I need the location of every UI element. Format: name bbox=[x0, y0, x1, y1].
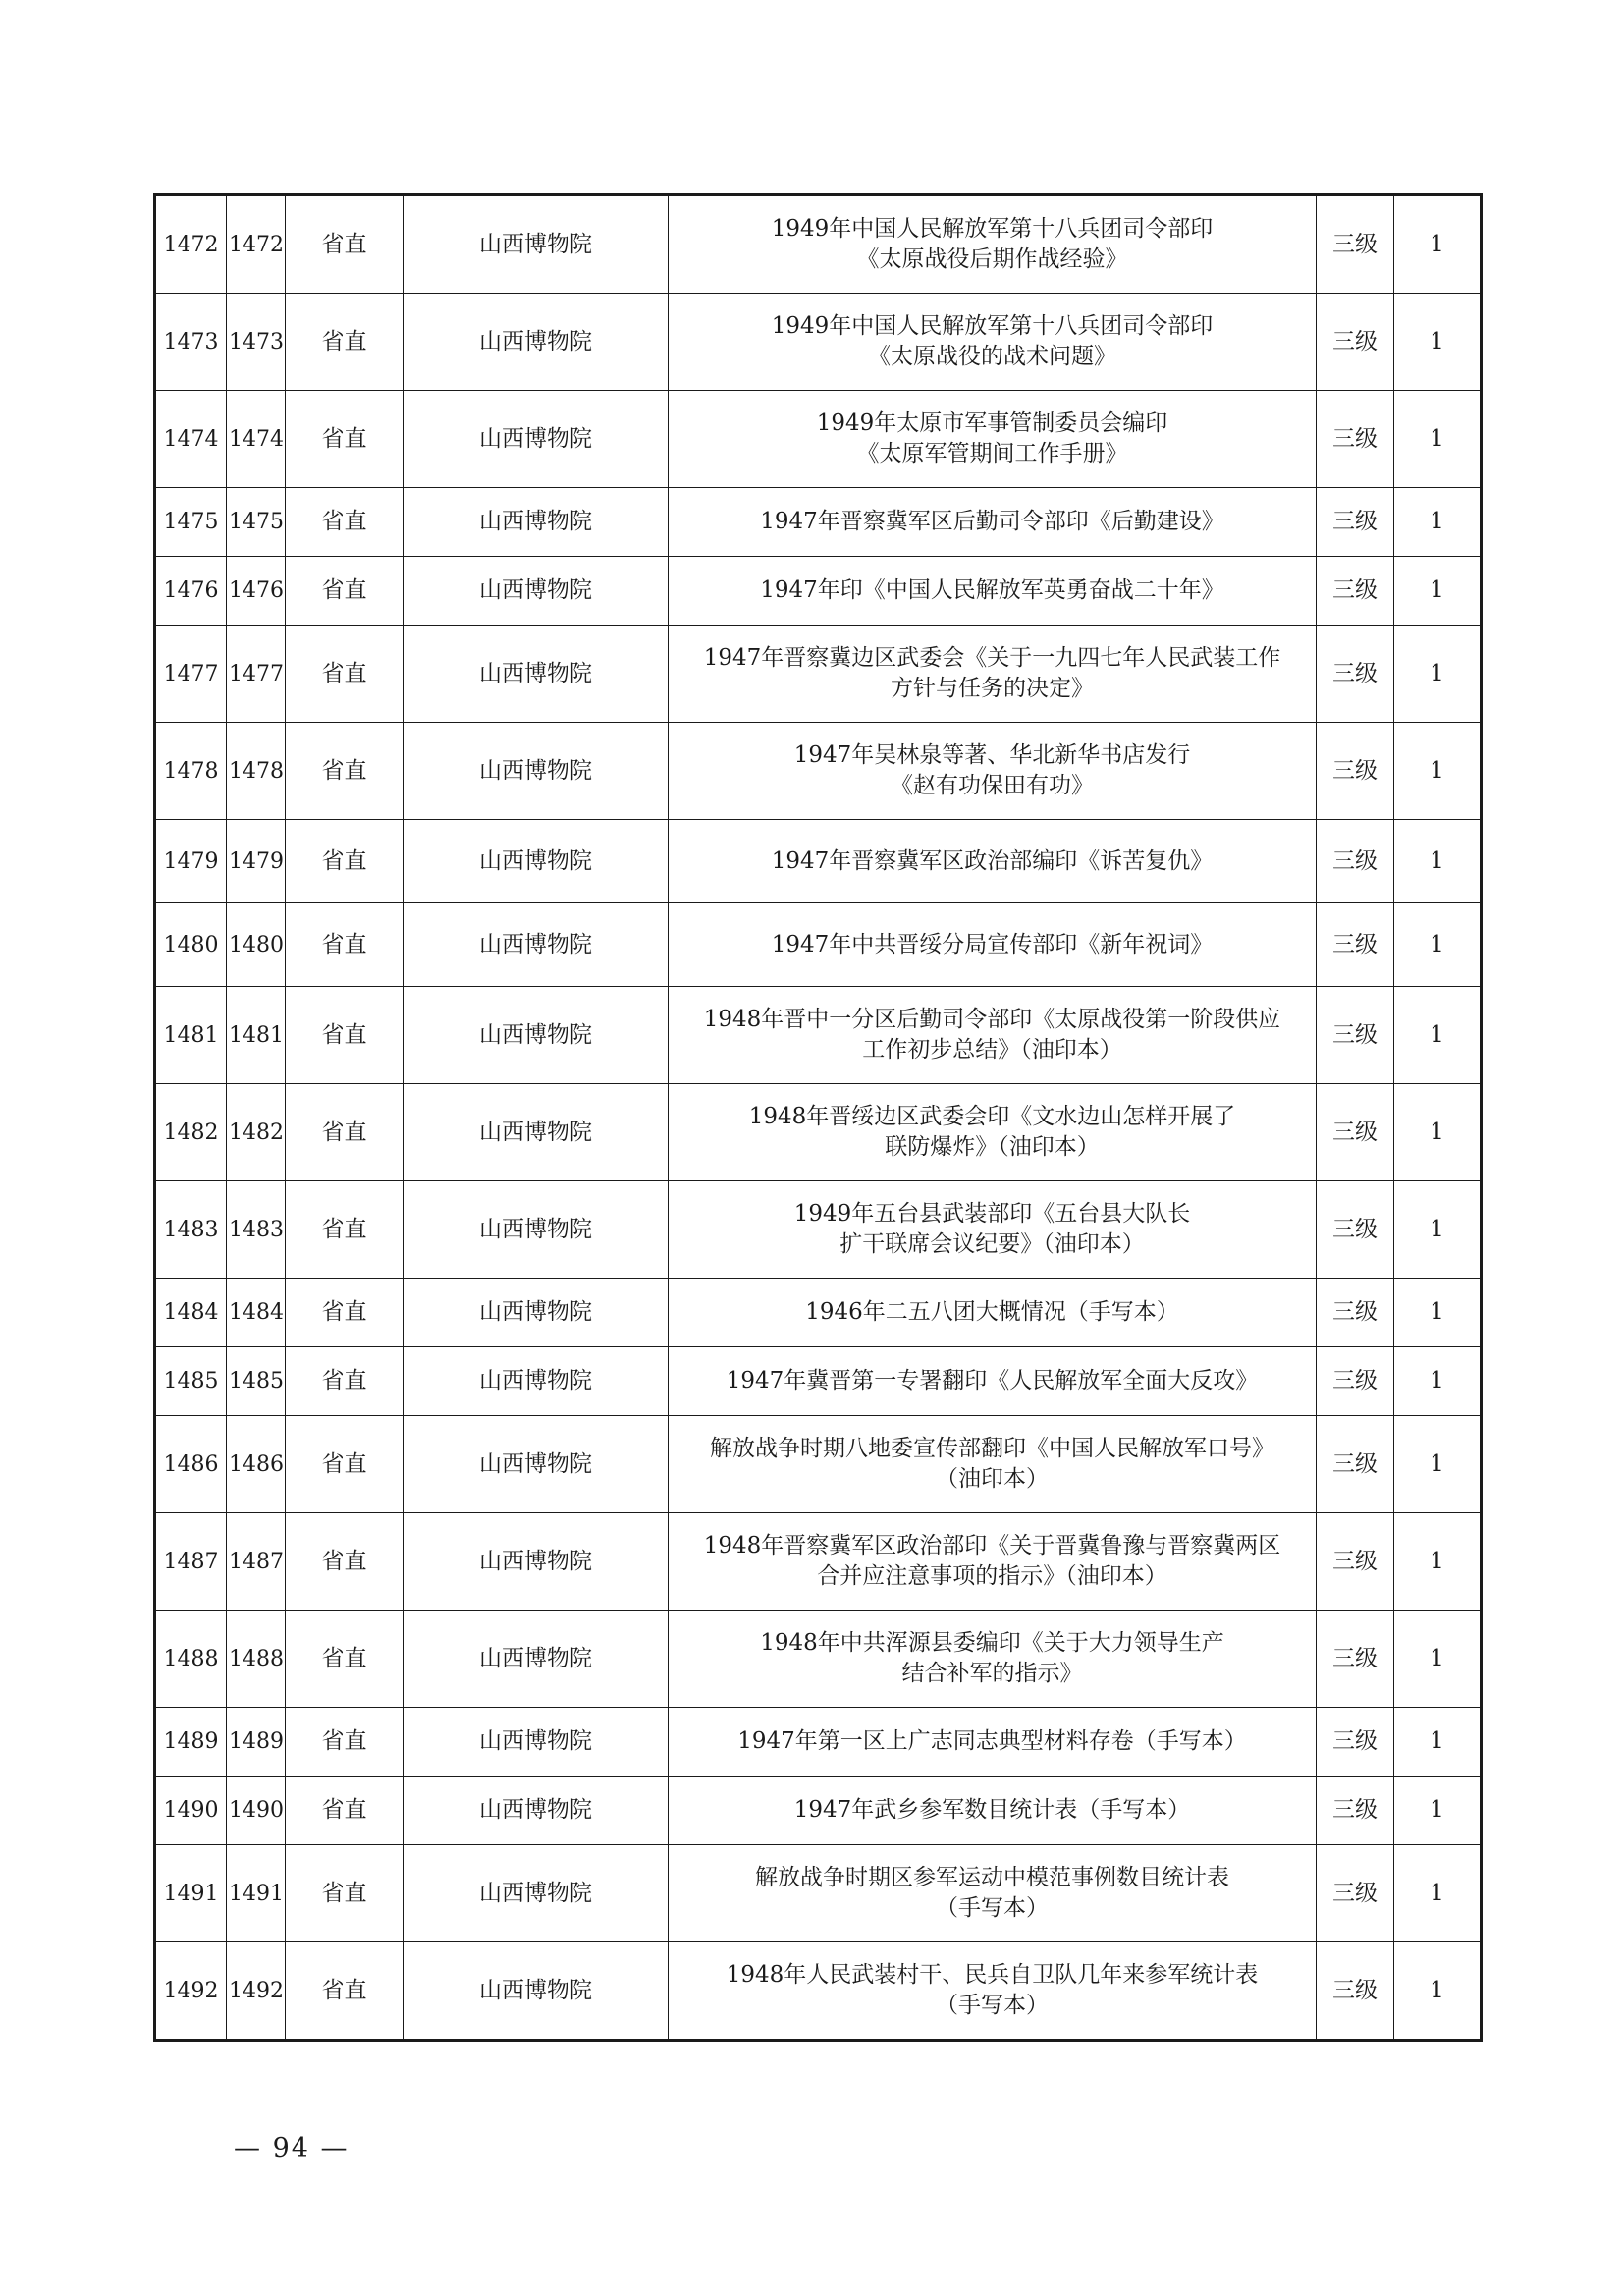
cell-region: 省直 bbox=[286, 1084, 404, 1181]
cell-title bbox=[669, 1708, 1317, 1777]
cell-title bbox=[669, 1611, 1317, 1708]
table-row bbox=[155, 391, 1482, 488]
cell-seq: 1475 bbox=[155, 488, 227, 557]
title-line: 1946年二五八团大概情况（手写本） bbox=[805, 1299, 1179, 1325]
cell-quantity: 1 bbox=[1394, 294, 1482, 391]
table-row bbox=[155, 1347, 1482, 1416]
cell-unit: 山西博物院 bbox=[404, 1279, 669, 1347]
cell-number: 1483 bbox=[227, 1181, 286, 1279]
cell-number: 1477 bbox=[227, 626, 286, 723]
cell-number: 1481 bbox=[227, 987, 286, 1084]
cell-unit: 山西博物院 bbox=[404, 1347, 669, 1416]
table-row bbox=[155, 1942, 1482, 2041]
table-row bbox=[155, 1279, 1482, 1347]
table-row bbox=[155, 1845, 1482, 1942]
cell-number: 1487 bbox=[227, 1513, 286, 1611]
cell-grade: 三级 bbox=[1317, 294, 1394, 391]
cell-title bbox=[669, 1845, 1317, 1942]
cell-unit: 山西博物院 bbox=[404, 903, 669, 987]
title-line: 1949年中国人民解放军第十八兵团司令部印 bbox=[771, 313, 1214, 339]
cell-number: 1485 bbox=[227, 1347, 286, 1416]
cell-grade: 三级 bbox=[1317, 903, 1394, 987]
title-line: （手写本） bbox=[936, 1895, 1049, 1921]
cell-region: 省直 bbox=[286, 1416, 404, 1513]
cell-region: 省直 bbox=[286, 1845, 404, 1942]
cell-region: 省直 bbox=[286, 391, 404, 488]
cell-quantity: 1 bbox=[1394, 723, 1482, 820]
cell-quantity: 1 bbox=[1394, 1084, 1482, 1181]
table-row bbox=[155, 1777, 1482, 1845]
cell-number: 1478 bbox=[227, 723, 286, 820]
cell-title bbox=[669, 1777, 1317, 1845]
cell-seq: 1480 bbox=[155, 903, 227, 987]
cell-seq: 1488 bbox=[155, 1611, 227, 1708]
cell-unit: 山西博物院 bbox=[404, 723, 669, 820]
title-line: 1949年太原市军事管制委员会编印 bbox=[816, 410, 1168, 436]
cell-title bbox=[669, 723, 1317, 820]
title-line: 1947年武乡参军数目统计表（手写本） bbox=[793, 1797, 1191, 1823]
cell-grade: 三级 bbox=[1317, 557, 1394, 626]
title-line: 1947年晋察冀军区政治部编印《诉苦复仇》 bbox=[771, 847, 1214, 874]
cell-region: 省直 bbox=[286, 195, 404, 294]
cell-seq: 1474 bbox=[155, 391, 227, 488]
cell-region: 省直 bbox=[286, 1942, 404, 2041]
title-line: 1947年印《中国人民解放军英勇奋战二十年》 bbox=[760, 577, 1224, 603]
cell-seq: 1491 bbox=[155, 1845, 227, 1942]
cell-number: 1489 bbox=[227, 1708, 286, 1777]
cell-number: 1491 bbox=[227, 1845, 286, 1942]
cell-region: 省直 bbox=[286, 1513, 404, 1611]
title-line: 1947年晋察冀军区后勤司令部印《后勤建设》 bbox=[760, 509, 1224, 534]
cell-unit: 山西博物院 bbox=[404, 1777, 669, 1845]
title-line: 《太原战役的战术问题》 bbox=[868, 344, 1116, 369]
table-row bbox=[155, 1416, 1482, 1513]
relics-table bbox=[153, 193, 1483, 2042]
cell-grade: 三级 bbox=[1317, 820, 1394, 903]
cell-region: 省直 bbox=[286, 987, 404, 1084]
cell-quantity: 1 bbox=[1394, 391, 1482, 488]
title-line: 扩干联席会议纪要》（油印本） bbox=[839, 1231, 1145, 1257]
cell-seq: 1484 bbox=[155, 1279, 227, 1347]
cell-grade: 三级 bbox=[1317, 195, 1394, 294]
cell-quantity: 1 bbox=[1394, 626, 1482, 723]
title-line: 1948年晋绥边区武委会印《文水边山怎样开展了 bbox=[748, 1104, 1236, 1129]
title-line: 合并应注意事项的指示》（油印本） bbox=[817, 1563, 1167, 1589]
cell-quantity: 1 bbox=[1394, 1181, 1482, 1279]
cell-grade: 三级 bbox=[1317, 1942, 1394, 2041]
table-row bbox=[155, 903, 1482, 987]
cell-unit: 山西博物院 bbox=[404, 1611, 669, 1708]
title-line: 方针与任务的决定》 bbox=[891, 676, 1094, 701]
cell-quantity: 1 bbox=[1394, 1845, 1482, 1942]
cell-unit: 山西博物院 bbox=[404, 195, 669, 294]
cell-quantity: 1 bbox=[1394, 195, 1482, 294]
title-line: 1948年中共浑源县委编印《关于大力领导生产 bbox=[760, 1630, 1224, 1656]
cell-region: 省直 bbox=[286, 626, 404, 723]
cell-unit: 山西博物院 bbox=[404, 1084, 669, 1181]
cell-number: 1474 bbox=[227, 391, 286, 488]
cell-quantity: 1 bbox=[1394, 1942, 1482, 2041]
cell-grade: 三级 bbox=[1317, 1611, 1394, 1708]
cell-region: 省直 bbox=[286, 1347, 404, 1416]
cell-region: 省直 bbox=[286, 723, 404, 820]
cell-seq: 1478 bbox=[155, 723, 227, 820]
table-row bbox=[155, 294, 1482, 391]
table-row bbox=[155, 488, 1482, 557]
cell-grade: 三级 bbox=[1317, 626, 1394, 723]
cell-grade: 三级 bbox=[1317, 1708, 1394, 1777]
cell-unit: 山西博物院 bbox=[404, 820, 669, 903]
cell-unit: 山西博物院 bbox=[404, 1845, 669, 1942]
title-line: 工作初步总结》（油印本） bbox=[862, 1037, 1122, 1063]
cell-title bbox=[669, 557, 1317, 626]
cell-title bbox=[669, 1279, 1317, 1347]
table-row bbox=[155, 1181, 1482, 1279]
title-line: 1947年冀晋第一专署翻印《人民解放军全面大反攻》 bbox=[726, 1368, 1259, 1394]
cell-unit: 山西博物院 bbox=[404, 488, 669, 557]
cell-title bbox=[669, 391, 1317, 488]
cell-number: 1472 bbox=[227, 195, 286, 294]
cell-grade: 三级 bbox=[1317, 723, 1394, 820]
cell-region: 省直 bbox=[286, 1279, 404, 1347]
table-row bbox=[155, 1513, 1482, 1611]
cell-grade: 三级 bbox=[1317, 1347, 1394, 1416]
cell-seq: 1477 bbox=[155, 626, 227, 723]
cell-grade: 三级 bbox=[1317, 1777, 1394, 1845]
cell-title bbox=[669, 987, 1317, 1084]
title-line: 1947年晋察冀边区武委会《关于一九四七年人民武装工作 bbox=[703, 645, 1281, 671]
cell-quantity: 1 bbox=[1394, 488, 1482, 557]
table-row bbox=[155, 723, 1482, 820]
cell-seq: 1486 bbox=[155, 1416, 227, 1513]
cell-region: 省直 bbox=[286, 820, 404, 903]
table-row bbox=[155, 1611, 1482, 1708]
cell-region: 省直 bbox=[286, 1611, 404, 1708]
title-line: 1948年人民武装村干、民兵自卫队几年来参军统计表 bbox=[726, 1962, 1259, 1988]
cell-quantity: 1 bbox=[1394, 557, 1482, 626]
cell-seq: 1481 bbox=[155, 987, 227, 1084]
cell-seq: 1482 bbox=[155, 1084, 227, 1181]
cell-region: 省直 bbox=[286, 1708, 404, 1777]
cell-title bbox=[669, 903, 1317, 987]
table-row bbox=[155, 820, 1482, 903]
title-line: 1949年五台县武装部印《五台县大队长 bbox=[793, 1201, 1191, 1227]
cell-seq: 1489 bbox=[155, 1708, 227, 1777]
cell-title bbox=[669, 820, 1317, 903]
cell-grade: 三级 bbox=[1317, 1084, 1394, 1181]
cell-region: 省直 bbox=[286, 488, 404, 557]
cell-unit: 山西博物院 bbox=[404, 1181, 669, 1279]
cell-title bbox=[669, 1942, 1317, 2041]
title-line: 1949年中国人民解放军第十八兵团司令部印 bbox=[771, 216, 1214, 242]
cell-region: 省直 bbox=[286, 1181, 404, 1279]
cell-unit: 山西博物院 bbox=[404, 626, 669, 723]
cell-grade: 三级 bbox=[1317, 1845, 1394, 1942]
cell-number: 1492 bbox=[227, 1942, 286, 2041]
title-line: 1947年吴林泉等著、华北新华书店发行 bbox=[793, 742, 1191, 768]
cell-quantity: 1 bbox=[1394, 1513, 1482, 1611]
table-row bbox=[155, 195, 1482, 294]
title-line: 《太原战役后期作战经验》 bbox=[856, 246, 1128, 272]
cell-unit: 山西博物院 bbox=[404, 391, 669, 488]
cell-number: 1482 bbox=[227, 1084, 286, 1181]
cell-number: 1473 bbox=[227, 294, 286, 391]
table-row bbox=[155, 987, 1482, 1084]
title-line: 结合补军的指示》 bbox=[901, 1661, 1083, 1686]
cell-seq: 1479 bbox=[155, 820, 227, 903]
cell-seq: 1476 bbox=[155, 557, 227, 626]
cell-title bbox=[669, 1084, 1317, 1181]
title-line: （油印本） bbox=[936, 1466, 1049, 1492]
relics-table-body bbox=[155, 195, 1482, 2041]
cell-title bbox=[669, 1416, 1317, 1513]
table-row bbox=[155, 1708, 1482, 1777]
cell-quantity: 1 bbox=[1394, 1611, 1482, 1708]
cell-quantity: 1 bbox=[1394, 1708, 1482, 1777]
cell-grade: 三级 bbox=[1317, 1416, 1394, 1513]
table-row bbox=[155, 557, 1482, 626]
cell-quantity: 1 bbox=[1394, 1777, 1482, 1845]
title-line: 联防爆炸》（油印本） bbox=[885, 1134, 1100, 1160]
table-row bbox=[155, 1084, 1482, 1181]
cell-unit: 山西博物院 bbox=[404, 1513, 669, 1611]
cell-grade: 三级 bbox=[1317, 1181, 1394, 1279]
cell-seq: 1492 bbox=[155, 1942, 227, 2041]
cell-seq: 1483 bbox=[155, 1181, 227, 1279]
cell-grade: 三级 bbox=[1317, 488, 1394, 557]
cell-unit: 山西博物院 bbox=[404, 1708, 669, 1777]
title-line: 《太原军管期间工作手册》 bbox=[856, 441, 1128, 466]
cell-seq: 1487 bbox=[155, 1513, 227, 1611]
cell-title bbox=[669, 195, 1317, 294]
cell-seq: 1490 bbox=[155, 1777, 227, 1845]
cell-region: 省直 bbox=[286, 1777, 404, 1845]
cell-title bbox=[669, 1181, 1317, 1279]
title-line: 1948年晋中一分区后勤司令部印《太原战役第一阶段供应 bbox=[703, 1007, 1281, 1032]
cell-number: 1476 bbox=[227, 557, 286, 626]
cell-title bbox=[669, 1347, 1317, 1416]
cell-grade: 三级 bbox=[1317, 1279, 1394, 1347]
cell-unit: 山西博物院 bbox=[404, 1942, 669, 2041]
cell-region: 省直 bbox=[286, 903, 404, 987]
cell-grade: 三级 bbox=[1317, 987, 1394, 1084]
cell-grade: 三级 bbox=[1317, 1513, 1394, 1611]
cell-region: 省直 bbox=[286, 294, 404, 391]
cell-quantity: 1 bbox=[1394, 1416, 1482, 1513]
cell-number: 1475 bbox=[227, 488, 286, 557]
cell-number: 1480 bbox=[227, 903, 286, 987]
cell-seq: 1473 bbox=[155, 294, 227, 391]
title-line: 《赵有功保田有功》 bbox=[891, 773, 1094, 798]
cell-number: 1479 bbox=[227, 820, 286, 903]
title-line: 1948年晋察冀军区政治部印《关于晋冀鲁豫与晋察冀两区 bbox=[703, 1533, 1281, 1558]
cell-quantity: 1 bbox=[1394, 903, 1482, 987]
cell-unit: 山西博物院 bbox=[404, 987, 669, 1084]
cell-quantity: 1 bbox=[1394, 1279, 1482, 1347]
cell-number: 1486 bbox=[227, 1416, 286, 1513]
cell-title bbox=[669, 1513, 1317, 1611]
cell-number: 1488 bbox=[227, 1611, 286, 1708]
cell-region: 省直 bbox=[286, 557, 404, 626]
cell-grade: 三级 bbox=[1317, 391, 1394, 488]
cell-title bbox=[669, 294, 1317, 391]
cell-quantity: 1 bbox=[1394, 820, 1482, 903]
title-line: 解放战争时期八地委宣传部翻印《中国人民解放军口号》 bbox=[710, 1436, 1274, 1461]
title-line: （手写本） bbox=[936, 1993, 1049, 2018]
cell-unit: 山西博物院 bbox=[404, 294, 669, 391]
cell-number: 1490 bbox=[227, 1777, 286, 1845]
cell-unit: 山西博物院 bbox=[404, 1416, 669, 1513]
cell-title bbox=[669, 488, 1317, 557]
cell-seq: 1485 bbox=[155, 1347, 227, 1416]
page-number: — 94 — bbox=[234, 2133, 350, 2163]
cell-quantity: 1 bbox=[1394, 1347, 1482, 1416]
title-line: 解放战争时期区参军运动中模范事例数目统计表 bbox=[755, 1865, 1229, 1890]
cell-title bbox=[669, 626, 1317, 723]
cell-number: 1484 bbox=[227, 1279, 286, 1347]
title-line: 1947年中共晋绥分局宣传部印《新年祝词》 bbox=[771, 931, 1214, 957]
cell-quantity: 1 bbox=[1394, 987, 1482, 1084]
cell-unit: 山西博物院 bbox=[404, 557, 669, 626]
table-row bbox=[155, 626, 1482, 723]
title-line: 1947年第一区上广志同志典型材料存卷（手写本） bbox=[737, 1728, 1247, 1754]
cell-seq: 1472 bbox=[155, 195, 227, 294]
